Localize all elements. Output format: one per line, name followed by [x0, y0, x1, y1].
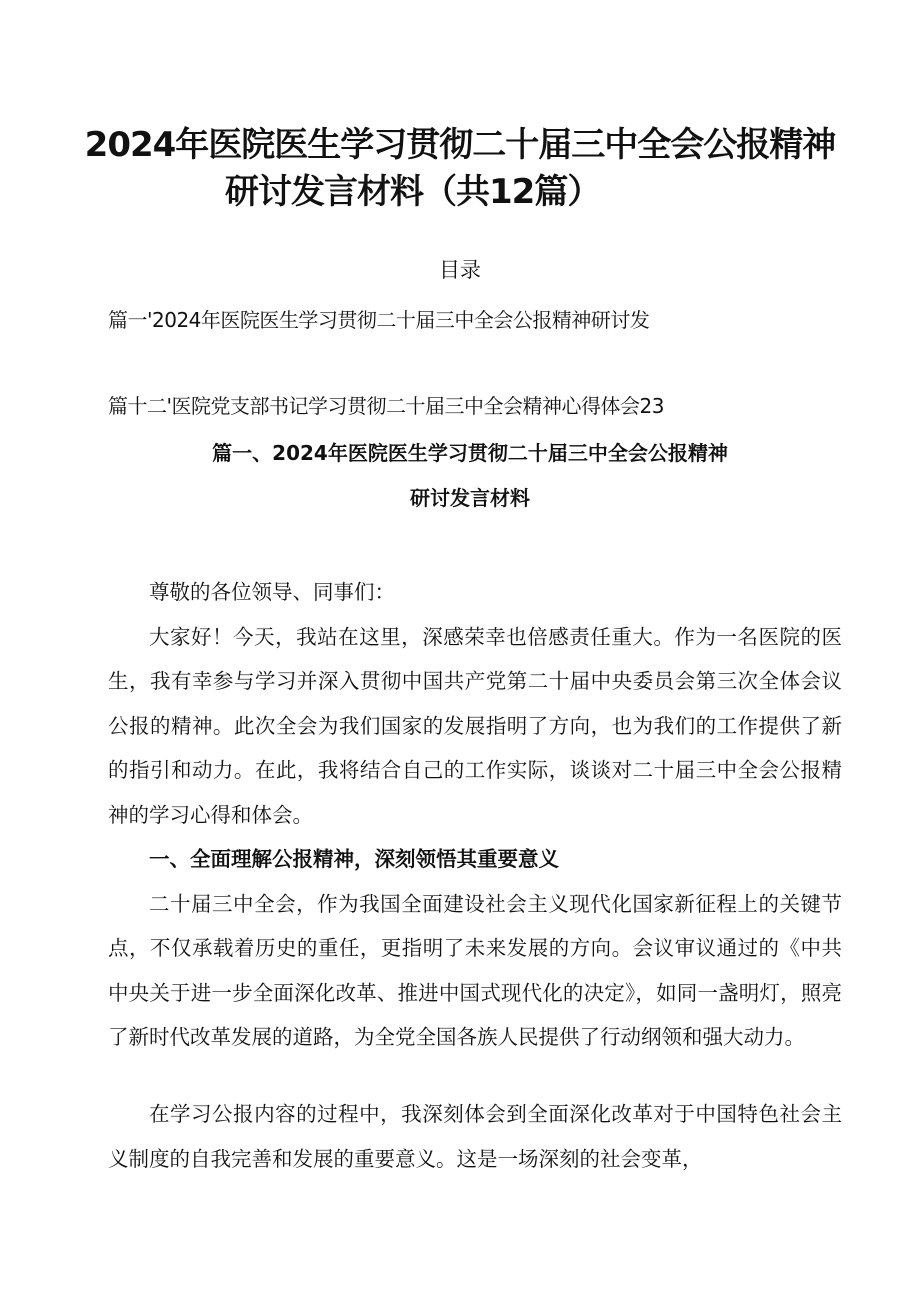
- chapter-title-line-2: 研讨发言材料: [410, 486, 530, 510]
- chapter-title-line-1: 篇一、2024年医院医生学习贯彻二十届三中全会公报精神: [212, 441, 728, 465]
- section-heading-1: 一、全面理解公报精神，深刻领悟其重要意义: [149, 847, 559, 871]
- speech-body: [108, 570, 842, 1060]
- speech-body-continued: [108, 1092, 842, 1181]
- paragraph-2: 二十届三中全会，作为我国全面建设社会主义现代化国家新征程上的关键节点，不仅承载着历史的重任，更指明了未来发展的方向。会议审议通过的《中共中央关于进一步全面深化改革、推进中国式现代化的决定》，如同一盏明灯，照亮了新时代改革发展的道路，为全党全国各族人民提供了行动纲领和强大动力。: [108, 891, 842, 1049]
- toc-entry-12[interactable]: 篇十二'医院党支部书记学习贯彻二十届三中全会精神心得体会23: [108, 394, 664, 418]
- paragraph-3: 在学习公报内容的过程中，我深刻体会到全面深化改革对于中国特色社会主义制度的自我完善和发展的重要意义。这是一场深刻的社会变革，: [108, 1102, 842, 1171]
- toc-entry-1[interactable]: 篇一'2024年医院医生学习贯彻二十届三中全会公报精神研讨发: [108, 308, 650, 332]
- salutation: 尊敬的各位领导、同事们：: [149, 580, 395, 604]
- document-title-line-1: 2024年医院医生学习贯彻二十届三中全会公报精神: [84, 125, 836, 165]
- paragraph-1: 大家好！今天，我站在这里，深感荣幸也倍感责任重大。作为一名医院的医生，我有幸参与学习并深入贯彻中国共产党第二十届中央委员会第三次全体会议公报的精神。此次全会为我们国家的发展指明了方向，也为我们的工作提供了新的指引和动力。在此，我将结合自己的工作实际，谈谈对二十届三中全会公报精神的学习心得和体会。: [108, 624, 842, 827]
- toc-heading: 目录: [439, 258, 481, 282]
- document-title-line-2: 研讨发言材料（共12篇）: [225, 172, 601, 212]
